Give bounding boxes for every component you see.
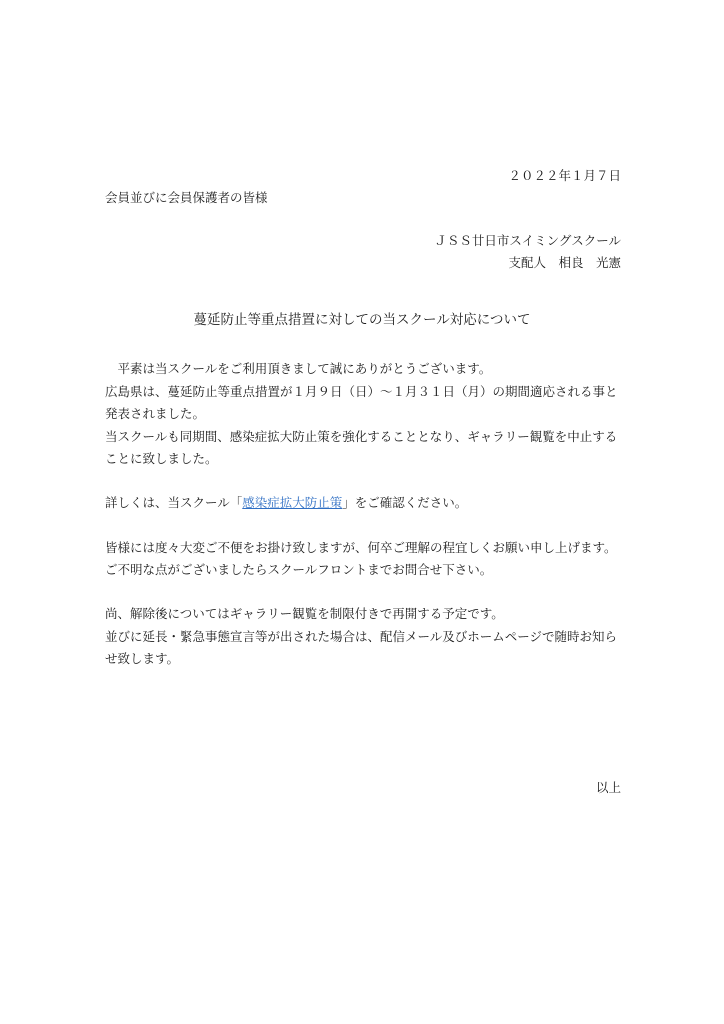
body-line: 皆様には度々大変ご不便をお掛け致しますが、何卒ご理解の程宜しくお願い申し上げます。	[105, 540, 617, 555]
details-prefix: 詳しくは、当スクール「	[105, 495, 243, 510]
body-line: ことに致しました。	[105, 451, 218, 466]
infection-prevention-link[interactable]: 感染症拡大防止策	[242, 495, 343, 510]
body-line: せ致します。	[105, 651, 180, 666]
body-line: 尚、解除後についてはギャラリー観覧を制限付きで再開する予定です。	[105, 606, 504, 621]
body-line: 当スクールも同期間、感染症拡大防止策を強化することとなり、ギャラリー観覧を中止する	[105, 429, 618, 444]
body-line: 平素は当スクールをご利用頂きまして誠にありがとうございます。	[105, 361, 492, 376]
body-line: 並びに延長・緊急事態宣言等が出された場合は、配信メール及びホームページで随時お知ら	[105, 629, 618, 644]
body-line: ご不明な点がございましたらスクールフロントまでお問合せ下さい。	[105, 562, 493, 577]
organization-name: ＪＳＳ廿日市スイミングスクール	[434, 233, 621, 248]
body-line: 広島県は、蔓延防止等重点措置が１月９日（日）～１月３１日（月）の期間適応される事と	[105, 384, 618, 399]
signatory-name: 支配人 相良 光憲	[508, 255, 621, 270]
details-line	[105, 495, 467, 511]
details-suffix: 」をご確認ください。	[342, 495, 468, 510]
document-title: 蔓延防止等重点措置に対しての当スクール対応について	[193, 312, 531, 328]
closing-mark: 以上	[595, 780, 621, 795]
document-date: ２０２２年１月７日	[508, 168, 621, 183]
recipient-line: 会員並びに会員保護者の皆様	[105, 190, 268, 205]
body-line: 発表されました。	[105, 406, 206, 421]
